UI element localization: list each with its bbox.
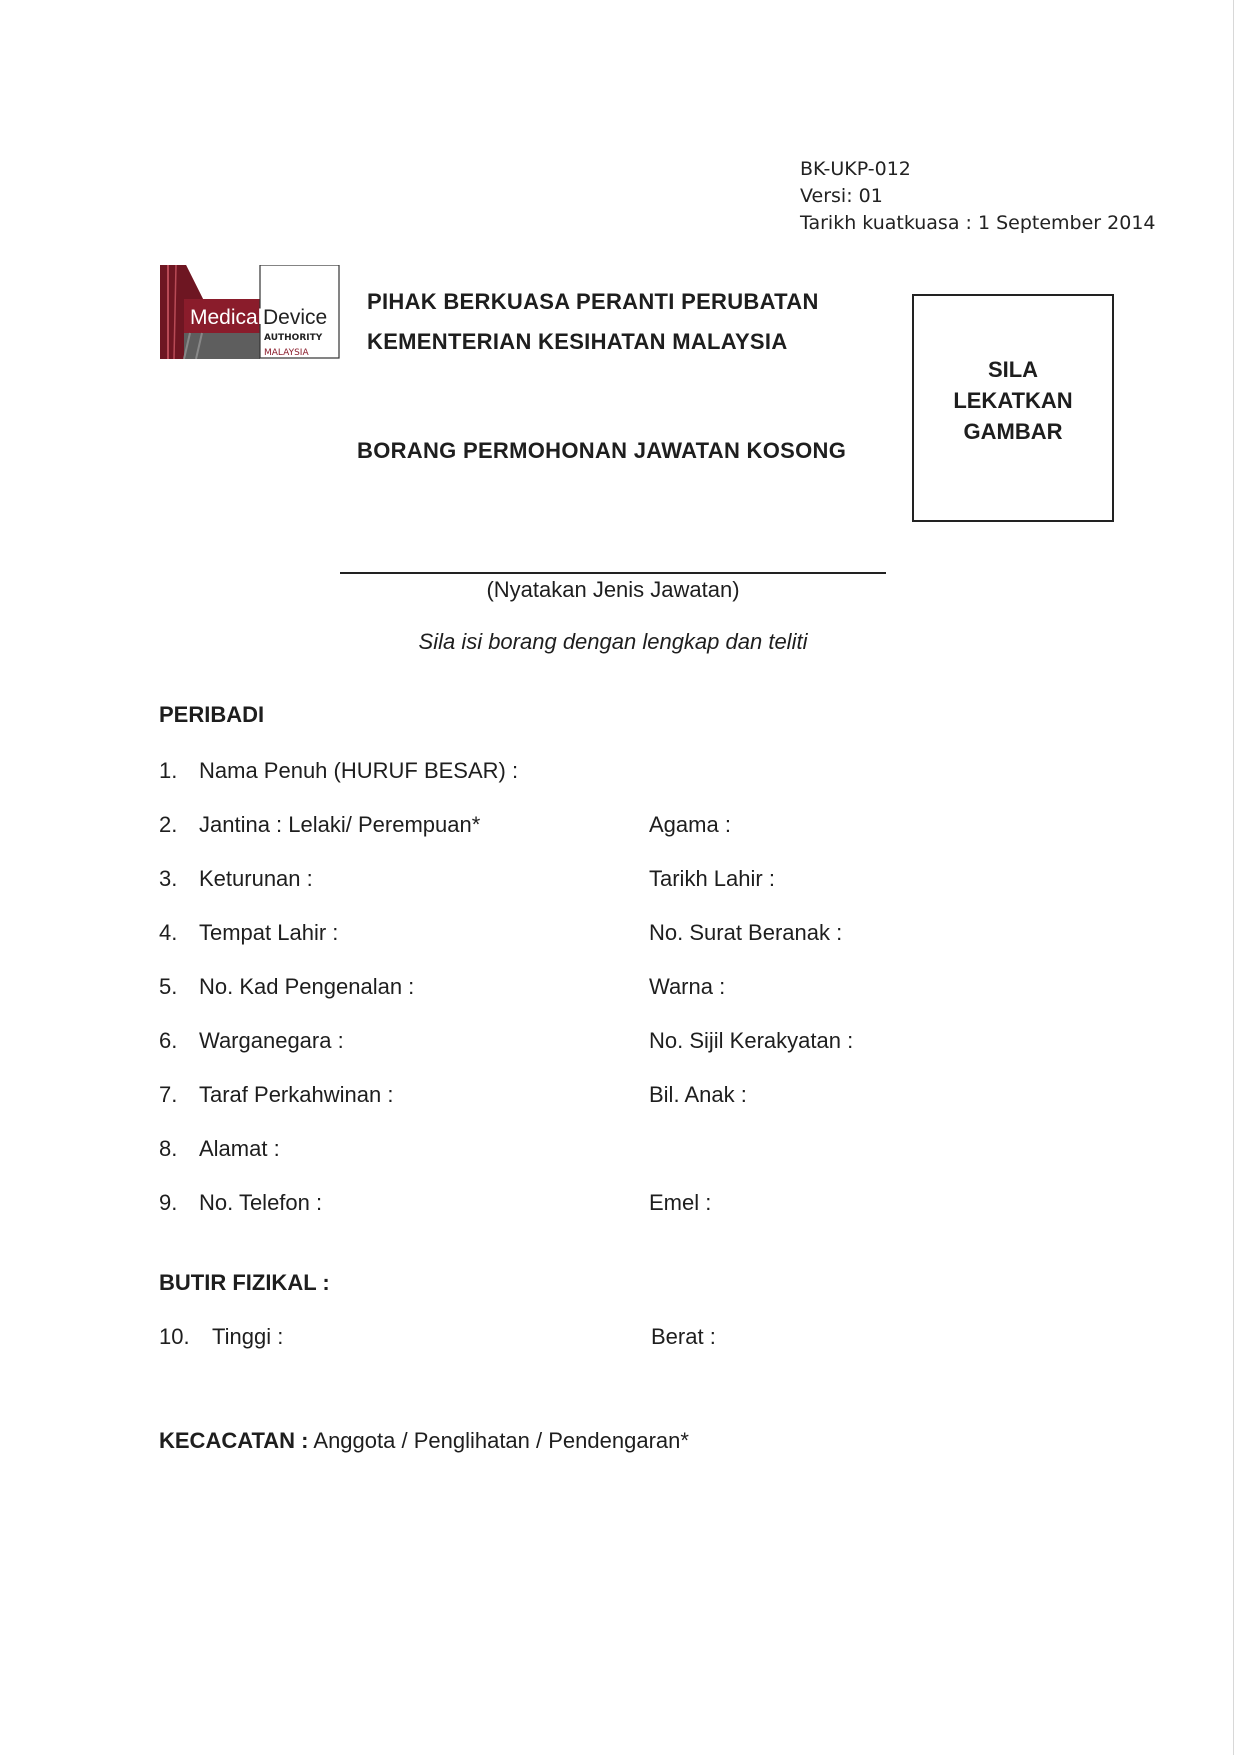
logo-word-device: Device [263, 306, 328, 329]
field-label-place-of-birth: Tempat Lahir : [199, 920, 339, 945]
form-instruction: Sila isi borang dengan lengkap dan teliti [418, 629, 808, 654]
row-number: 4. [159, 920, 178, 945]
row-number: 2. [159, 812, 178, 837]
field-label-birth-certificate-no: No. Surat Beranak : [649, 920, 843, 945]
organization-title [367, 282, 819, 362]
field-label-weight: Berat : [651, 1324, 716, 1349]
document-code: BK-UKP-012 [800, 158, 911, 180]
field-label-citizenship-certificate-no: No. Sijil Kerakyatan : [649, 1028, 854, 1053]
row-number: 9. [159, 1190, 178, 1215]
field-label-address: Alamat : [199, 1136, 280, 1161]
post-type-blank-line [340, 572, 886, 574]
post-type-caption: (Nyatakan Jenis Jawatan) [486, 577, 740, 602]
field-label-number-of-children: Bil. Anak : [649, 1082, 747, 1107]
mda-logo [160, 265, 340, 359]
field-label-religion: Agama : [649, 812, 731, 837]
row-number: 10. [159, 1324, 190, 1349]
organization-line-2: KEMENTERIAN KESIHATAN MALAYSIA [367, 329, 788, 354]
logo-word-malaysia: MALAYSIA [264, 348, 309, 358]
field-label-descent: Keturunan : [199, 866, 313, 891]
field-label-height: Tinggi : [212, 1324, 284, 1349]
photo-box-line-1: SILA [987, 357, 1039, 382]
photo-box-line-3: GAMBAR [963, 419, 1063, 444]
logo-word-medical: Medical [190, 306, 263, 329]
section-heading-physical: BUTIR FIZIKAL : [159, 1270, 330, 1295]
field-label-telephone: No. Telefon : [199, 1190, 323, 1215]
disability-options: Anggota / Penglihatan / Pendengaran* [308, 1428, 689, 1453]
field-label-ic-number: No. Kad Pengenalan : [199, 974, 415, 999]
row-number: 7. [159, 1082, 178, 1107]
row-number: 8. [159, 1136, 178, 1161]
field-label-marital-status: Taraf Perkahwinan : [199, 1082, 394, 1107]
document-meta [800, 156, 1156, 237]
row-number: 6. [159, 1028, 178, 1053]
section-heading-peribadi: PERIBADI [159, 702, 265, 727]
form-title: BORANG PERMOHONAN JAWATAN KOSONG [357, 438, 847, 463]
photo-box-line-2: LEKATKAN [953, 388, 1073, 413]
document-version: Versi: 01 [800, 185, 883, 207]
page-edge [1233, 0, 1234, 1755]
field-label-gender: Jantina : Lelaki/ Perempuan* [199, 812, 481, 837]
organization-line-1: PIHAK BERKUASA PERANTI PERUBATAN [367, 289, 819, 314]
photo-placeholder-box [912, 294, 1114, 522]
disability-label: KECACATAN : [159, 1428, 309, 1453]
row-number: 5. [159, 974, 178, 999]
disability-line [159, 1426, 689, 1456]
field-label-citizenship: Warganegara : [199, 1028, 344, 1053]
document-effective-date: Tarikh kuatkuasa : 1 September 2014 [800, 212, 1156, 234]
field-label-colour: Warna : [649, 974, 726, 999]
logo-word-authority: AUTHORITY [264, 333, 323, 343]
row-number: 1. [159, 758, 178, 783]
field-label-email: Emel : [649, 1190, 712, 1215]
field-label-full-name: Nama Penuh (HURUF BESAR) : [199, 758, 519, 783]
row-number: 3. [159, 866, 178, 891]
field-label-date-of-birth: Tarikh Lahir : [649, 866, 775, 891]
